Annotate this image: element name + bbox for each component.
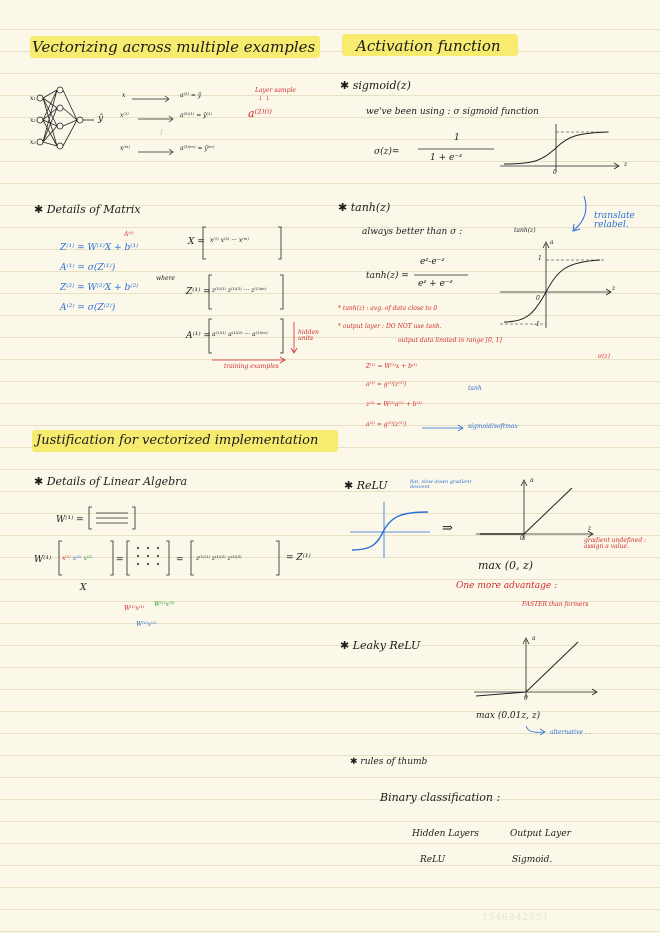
arrow-icon (138, 116, 178, 122)
faster-note: FASTER than formers (522, 601, 589, 608)
title-vectorizing: Vectorizing across multiple examples (32, 38, 316, 56)
relu-blue-note: flat, slow down gradient descent (410, 479, 472, 490)
eq-a1: A⁽¹⁾ = σ(Z⁽¹⁾) (60, 263, 116, 273)
rules-heading: ✱ rules of thumb (350, 757, 428, 767)
star-icon: ✱ (340, 79, 350, 92)
wx-label-1: W⁽¹⁾x⁽¹⁾ (124, 605, 145, 612)
star-icon: ✱ (350, 757, 358, 767)
training-examples-label: training examples (224, 363, 279, 370)
leaky-axis-zero: 0 (524, 695, 528, 702)
eq2-sigmoid: sigmoid/softmax (468, 423, 518, 430)
ex-row2-right: a⁽²⁾⁽¹⁾ = ŷ⁽¹⁾ (180, 112, 212, 119)
layer-sample-expr: a⁽²⁾⁽ⁱ⁾ (248, 107, 272, 120)
sigmoid-eq-left: σ(z)= (374, 147, 400, 157)
output-layer-note: * output layer : DO NOT use tanh. (338, 323, 442, 330)
ex-row2-left: x⁽¹⁾ (120, 112, 129, 119)
w-mult-result: = Z⁽¹⁾ (286, 553, 311, 563)
tanh-note: always better than σ : (362, 227, 463, 237)
gradient-undefined: gradient undefined : assign a value. (584, 537, 647, 550)
title-justification: Justification for vectorized implementation (36, 433, 319, 448)
star-icon: ✱ (344, 479, 354, 492)
sigmoid-heading: ✱ sigmoid(z) (340, 79, 411, 92)
w-mult-x: X (80, 583, 87, 593)
equals-sign: = (176, 555, 184, 565)
eq2-z1: Z⁽¹⁾ = W⁽¹⁾x + b⁽¹⁾ (366, 363, 418, 370)
alternative-note: alternative . . (550, 729, 591, 736)
tanh-axis-a: a (550, 239, 554, 246)
star-icon: ✱ (340, 639, 350, 652)
title-activation: Activation function (356, 37, 501, 55)
matrix-z-body: z⁽¹⁾⁽¹⁾ z⁽¹⁾⁽²⁾ ··· z⁽¹⁾⁽ᵐ⁾ (212, 287, 267, 294)
blue-curved-arrow (524, 726, 548, 736)
sigmoid-label: Sigmoid. (512, 855, 553, 865)
node-x2: x₂ (30, 117, 36, 124)
eq-z1: Z⁽¹⁾ = W⁽¹⁾X + b⁽¹⁾ (60, 243, 139, 253)
neural-net-diagram (28, 80, 108, 170)
tanh-eq-den: eᶻ + e⁻ᶻ (418, 279, 453, 289)
tanh-axis-z: z (612, 285, 616, 292)
ex-row1-right: a⁽²⁾ = ŷ (180, 92, 202, 99)
sigmoid-plot (500, 120, 630, 176)
relu-axis-z: z (588, 525, 592, 532)
ex-row3-left: x⁽ᵐ⁾ (120, 145, 131, 152)
blue-curved-arrow (570, 194, 590, 234)
sigmoid-axis-z: z (624, 161, 628, 168)
matrix-x-body: x⁽¹⁾ x⁽²⁾ ··· x⁽ᵐ⁾ (210, 237, 249, 244)
leaky-heading: ✱ Leaky ReLU (340, 639, 421, 652)
star-icon: ✱ (338, 201, 348, 214)
sigma-z: σ(z) (598, 353, 610, 360)
relu-max: max (0, z) (478, 559, 534, 572)
tanh-heading: ✱ tanh(z) (338, 201, 391, 214)
output-layer-label: Output Layer (510, 829, 571, 839)
relu-axis-a: a (530, 477, 534, 484)
translate-relabel: translate relabel. (594, 211, 635, 230)
node-x1: x₁ (30, 95, 36, 102)
eq-z2: Z⁽²⁾ = W⁽²⁾X + b⁽²⁾ (60, 283, 139, 293)
w-mult-z: z⁽¹⁾⁽¹⁾ z⁽¹⁾⁽²⁾ z⁽¹⁾⁽³⁾ (196, 555, 242, 562)
details-matrix-heading: ✱ Details of Matrix (34, 203, 141, 216)
hidden-units-arrow (290, 322, 298, 354)
eq2-a1: a⁽¹⁾ = g⁽¹⁾(z⁽¹⁾) (366, 381, 407, 388)
matrix-z-label: Z⁽¹⁾ = (186, 287, 211, 297)
sigmoid-eq-den: 1 + e⁻ᶻ (430, 153, 463, 163)
node-yhat: ŷ (98, 114, 104, 124)
tanh-plot (500, 238, 624, 334)
tanh-axis-neg-one: -1 (534, 321, 540, 328)
ex-row3-right: a⁽²⁾⁽ᵐ⁾ = ŷ⁽ᵐ⁾ (180, 145, 215, 152)
eq2-tanh: tanh (468, 385, 482, 392)
watermark: 1546842551 (482, 913, 550, 923)
hidden-units-label: hidden units (298, 329, 319, 342)
arrow-icon (132, 96, 172, 102)
w-matrix-icon (88, 506, 136, 530)
relu-axis-zero: 0 (520, 535, 524, 542)
leaky-relu-plot (474, 636, 614, 706)
ex-row1-left: x (122, 92, 126, 99)
wx-label-2: W⁽¹⁾x⁽²⁾ (136, 621, 157, 628)
hidden-layers-label: Hidden Layers (412, 829, 479, 839)
output-range-note: output data limited in range [0, 1] (398, 337, 502, 344)
sigmoid-eq-num: 1 (454, 133, 460, 143)
w-def: W⁽¹⁾ = (56, 515, 84, 525)
vertical-dots: ⋮ (158, 129, 164, 136)
flat-sigmoid-sketch (350, 498, 440, 560)
where-label: where (156, 275, 175, 282)
leaky-max: max (0.01z, z) (476, 711, 541, 721)
matrix-a-body: a⁽¹⁾⁽¹⁾ a⁽¹⁾⁽²⁾ ··· a⁽¹⁾⁽ᵐ⁾ (212, 331, 268, 338)
wx-label-3: W⁽¹⁾x⁽³⁾ (154, 601, 175, 608)
eq-a2: A⁽²⁾ = σ(Z⁽²⁾) (60, 303, 116, 313)
tanh-axis-zero: 0 (536, 295, 540, 302)
layer-sample-note: Layer sample (255, 87, 296, 94)
arrow-icon (138, 149, 178, 155)
tanh-eq-left: tanh(z) = (366, 271, 409, 281)
relu-heading: ✱ ReLU (344, 479, 388, 492)
eq2-z2: z⁽²⁾ = W⁽²⁾a⁽¹⁾ + b⁽²⁾ (366, 401, 422, 408)
binary-classification: Binary classification : (380, 791, 501, 804)
details-linear-heading: ✱ Details of Linear Algebra (34, 475, 187, 488)
implies-arrow-icon: ⇒ (442, 521, 453, 536)
fraction-bar (414, 274, 470, 276)
one-more-advantage: One more advantage : (456, 581, 558, 591)
equals-sign: = (116, 555, 124, 565)
blue-arrow-icon (422, 424, 466, 432)
sigmoid-axis-zero: 0 (553, 169, 557, 176)
node-x3: x₃ (30, 139, 36, 146)
sigmoid-note: we've been using : σ sigmoid function (366, 107, 539, 117)
w-mult-left: W⁽¹⁾ (34, 555, 52, 565)
a0-note: A⁽⁰⁾ (124, 231, 134, 238)
tanh-plot-label: tanh(z) (514, 227, 536, 234)
tanh-avg-note: * tanh(z) : avg. of data close to 0 (338, 305, 438, 312)
tanh-axis-one: 1 (538, 255, 542, 262)
matrix-x-label: X = (188, 237, 205, 247)
w-mult-cols: x⁽¹⁾ x⁽²⁾ x⁽³⁾ (62, 555, 93, 562)
star-icon: ✱ (34, 203, 44, 216)
star-icon: ✱ (34, 475, 44, 488)
leaky-axis-a: a (532, 635, 536, 642)
eq2-a2: a⁽²⁾ = g⁽²⁾(z⁽²⁾) (366, 421, 407, 428)
matrix-a-label: A⁽¹⁾ = (186, 331, 211, 341)
down-arrows-icon: ↓ ↓ (258, 95, 270, 102)
relu-label: ReLU (420, 855, 446, 865)
tanh-eq-num: eᶻ-e⁻ᶻ (420, 257, 445, 267)
dots-matrix (126, 540, 170, 576)
fraction-bar (418, 148, 496, 150)
